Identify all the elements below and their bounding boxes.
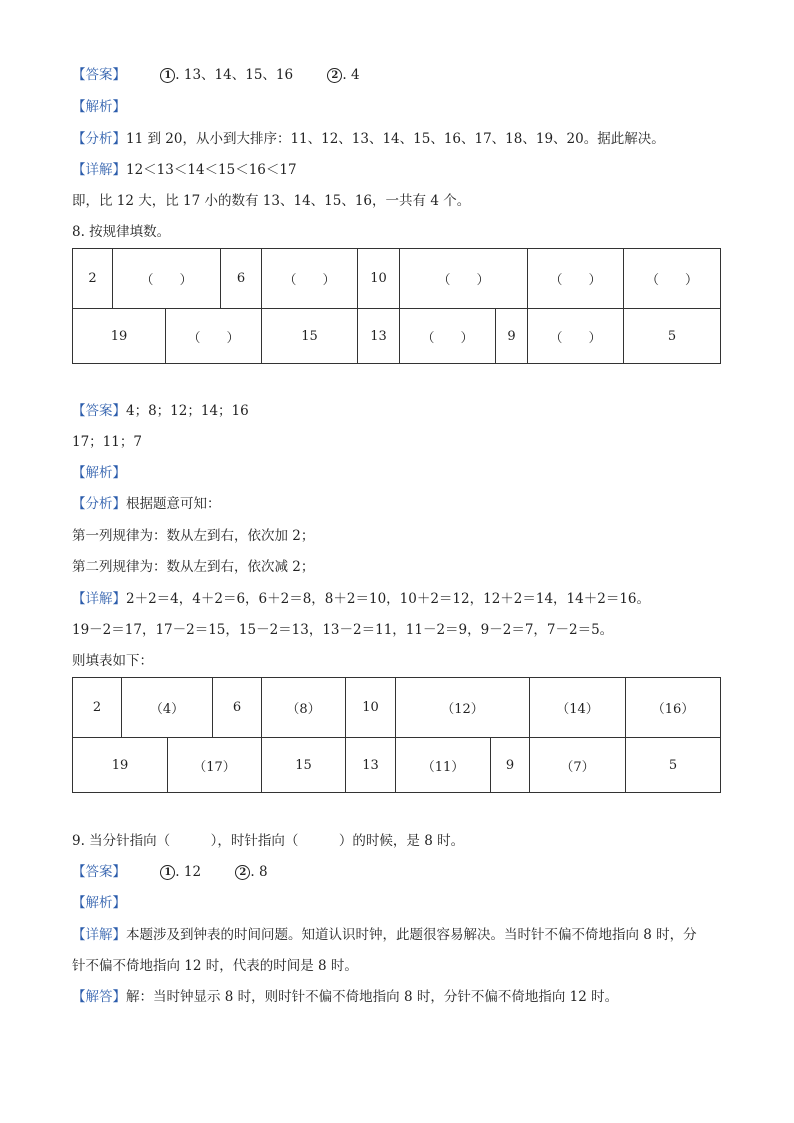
detail-text: 12＜13＜14＜15＜16＜17 [126, 162, 297, 178]
table-row [73, 738, 721, 793]
q8-detail-line-2: 19－2＝17，17－2＝15，15－2＝13，13－2＝11，11－2＝9，9－2＝7，7－2＝5。 [72, 622, 614, 638]
jieda-text: 解：当时钟显示 8 时，则时针不偏不倚地指向 8 时，分针不偏不倚地指向 12 时。 [126, 989, 619, 1005]
answer-part-2: . 4 [342, 67, 360, 83]
blank-cell[interactable]: （ ） [528, 249, 624, 309]
answer-part-2: . 8 [250, 864, 268, 880]
fenxi-tag: 【分析】 [72, 131, 126, 147]
table-cell: 6 [221, 249, 262, 309]
detail-tag: 【详解】 [72, 591, 126, 607]
rule-2: 第二列规律为：数从左到右，依次减 2； [72, 559, 315, 575]
detail-text: 本题涉及到钟表的时间问题。知道认识时钟，此题很容易解决。当时针不偏不倚地指向 8 时，分 [126, 927, 697, 943]
table-cell: （17） [168, 738, 262, 793]
q7-detail-line [72, 161, 297, 179]
table-cell: 9 [496, 309, 528, 364]
q7-fenxi-line [72, 130, 665, 148]
circled-number-2: 2 [235, 865, 250, 880]
rule-1: 第一列规律为：数从左到右，依次加 2； [72, 528, 315, 544]
answer-tag: 【答案】 [72, 67, 126, 83]
table-cell: 10 [358, 249, 400, 309]
table-cell: （4） [122, 678, 213, 738]
table-row [73, 249, 721, 309]
blank-cell[interactable]: （ ） [400, 309, 496, 364]
answer-tag: 【答案】 [72, 864, 126, 880]
table-cell: 5 [626, 738, 721, 793]
blank-cell[interactable]: （ ） [528, 309, 624, 364]
table-cell: 2 [73, 249, 113, 309]
analysis-tag: 【解析】 [72, 99, 126, 115]
fenxi-text: 11 到 20，从小到大排序：11、12、13、14、15、16、17、18、19、20。据此解决。 [126, 131, 665, 147]
fenxi-tag: 【分析】 [72, 496, 126, 512]
q8-answer-table [72, 677, 721, 793]
q8-title: 8. 按规律填数。 [72, 224, 171, 240]
q9-detail-line-2: 针不偏不倚地指向 12 时，代表的时间是 8 时。 [72, 958, 358, 974]
jieda-tag: 【解答】 [72, 989, 126, 1005]
table-row [73, 309, 721, 364]
q8-question-table [72, 248, 721, 364]
blank-cell[interactable]: （ ） [400, 249, 528, 309]
table-cell: 13 [358, 309, 400, 364]
table-cell: 5 [624, 309, 721, 364]
q7-conclusion: 即，比 12 大，比 17 小的数有 13、14、15、16，一共有 4 个。 [72, 193, 471, 209]
table-cell: 15 [262, 738, 346, 793]
blank-cell[interactable]: （ ） [113, 249, 221, 309]
q8-answer-line [72, 402, 249, 420]
table-cell: 13 [346, 738, 396, 793]
table-cell: （8） [262, 678, 346, 738]
table-cell: 19 [73, 738, 168, 793]
q8-answer-line-2: 17；11；7 [72, 434, 142, 450]
answer-part-1: . 13、14、15、16 [175, 67, 294, 83]
table-cell: 2 [73, 678, 122, 738]
q9-jieda-line [72, 988, 618, 1006]
table-cell: 6 [213, 678, 262, 738]
analysis-tag: 【解析】 [72, 465, 126, 481]
blank-cell[interactable]: （ ） [262, 249, 358, 309]
table-row [73, 678, 721, 738]
table-cell: （14） [530, 678, 626, 738]
answer-tag: 【答案】 [72, 403, 126, 419]
fenxi-text: 根据题意可知： [126, 496, 221, 512]
detail-tag: 【详解】 [72, 162, 126, 178]
table-cell: 19 [73, 309, 166, 364]
q8-detail-line [72, 590, 650, 608]
detail-tag: 【详解】 [72, 927, 126, 943]
table-cell: （16） [626, 678, 721, 738]
answer-part-1: . 12 [175, 864, 202, 880]
table-cell: （12） [396, 678, 530, 738]
blank-cell[interactable]: （ ） [166, 309, 262, 364]
table-cell: （11） [396, 738, 491, 793]
analysis-tag: 【解析】 [72, 895, 126, 911]
table-cell: 10 [346, 678, 396, 738]
table-cell: 9 [491, 738, 530, 793]
q7-answer-line [72, 66, 360, 84]
q8-fenxi-line [72, 495, 221, 513]
table-cell: （7） [530, 738, 626, 793]
fill-intro: 则填表如下： [72, 653, 153, 669]
circled-number-2: 2 [327, 68, 342, 83]
detail-text: 2＋2＝4，4＋2＝6，6＋2＝8，8＋2＝10，10＋2＝12，12＋2＝14，14＋2＝16。 [126, 591, 650, 607]
circled-number-1: 1 [160, 68, 175, 83]
blank-cell[interactable]: （ ） [624, 249, 721, 309]
circled-number-1: 1 [160, 865, 175, 880]
q9-title: 9. 当分针指向（ ），时针指向（ ）的时候，是 8 时。 [72, 833, 465, 849]
table-cell: 15 [262, 309, 358, 364]
answer-text: 4；8；12；14；16 [126, 403, 249, 419]
q9-detail-line [72, 926, 697, 944]
q9-answer-line [72, 863, 268, 881]
